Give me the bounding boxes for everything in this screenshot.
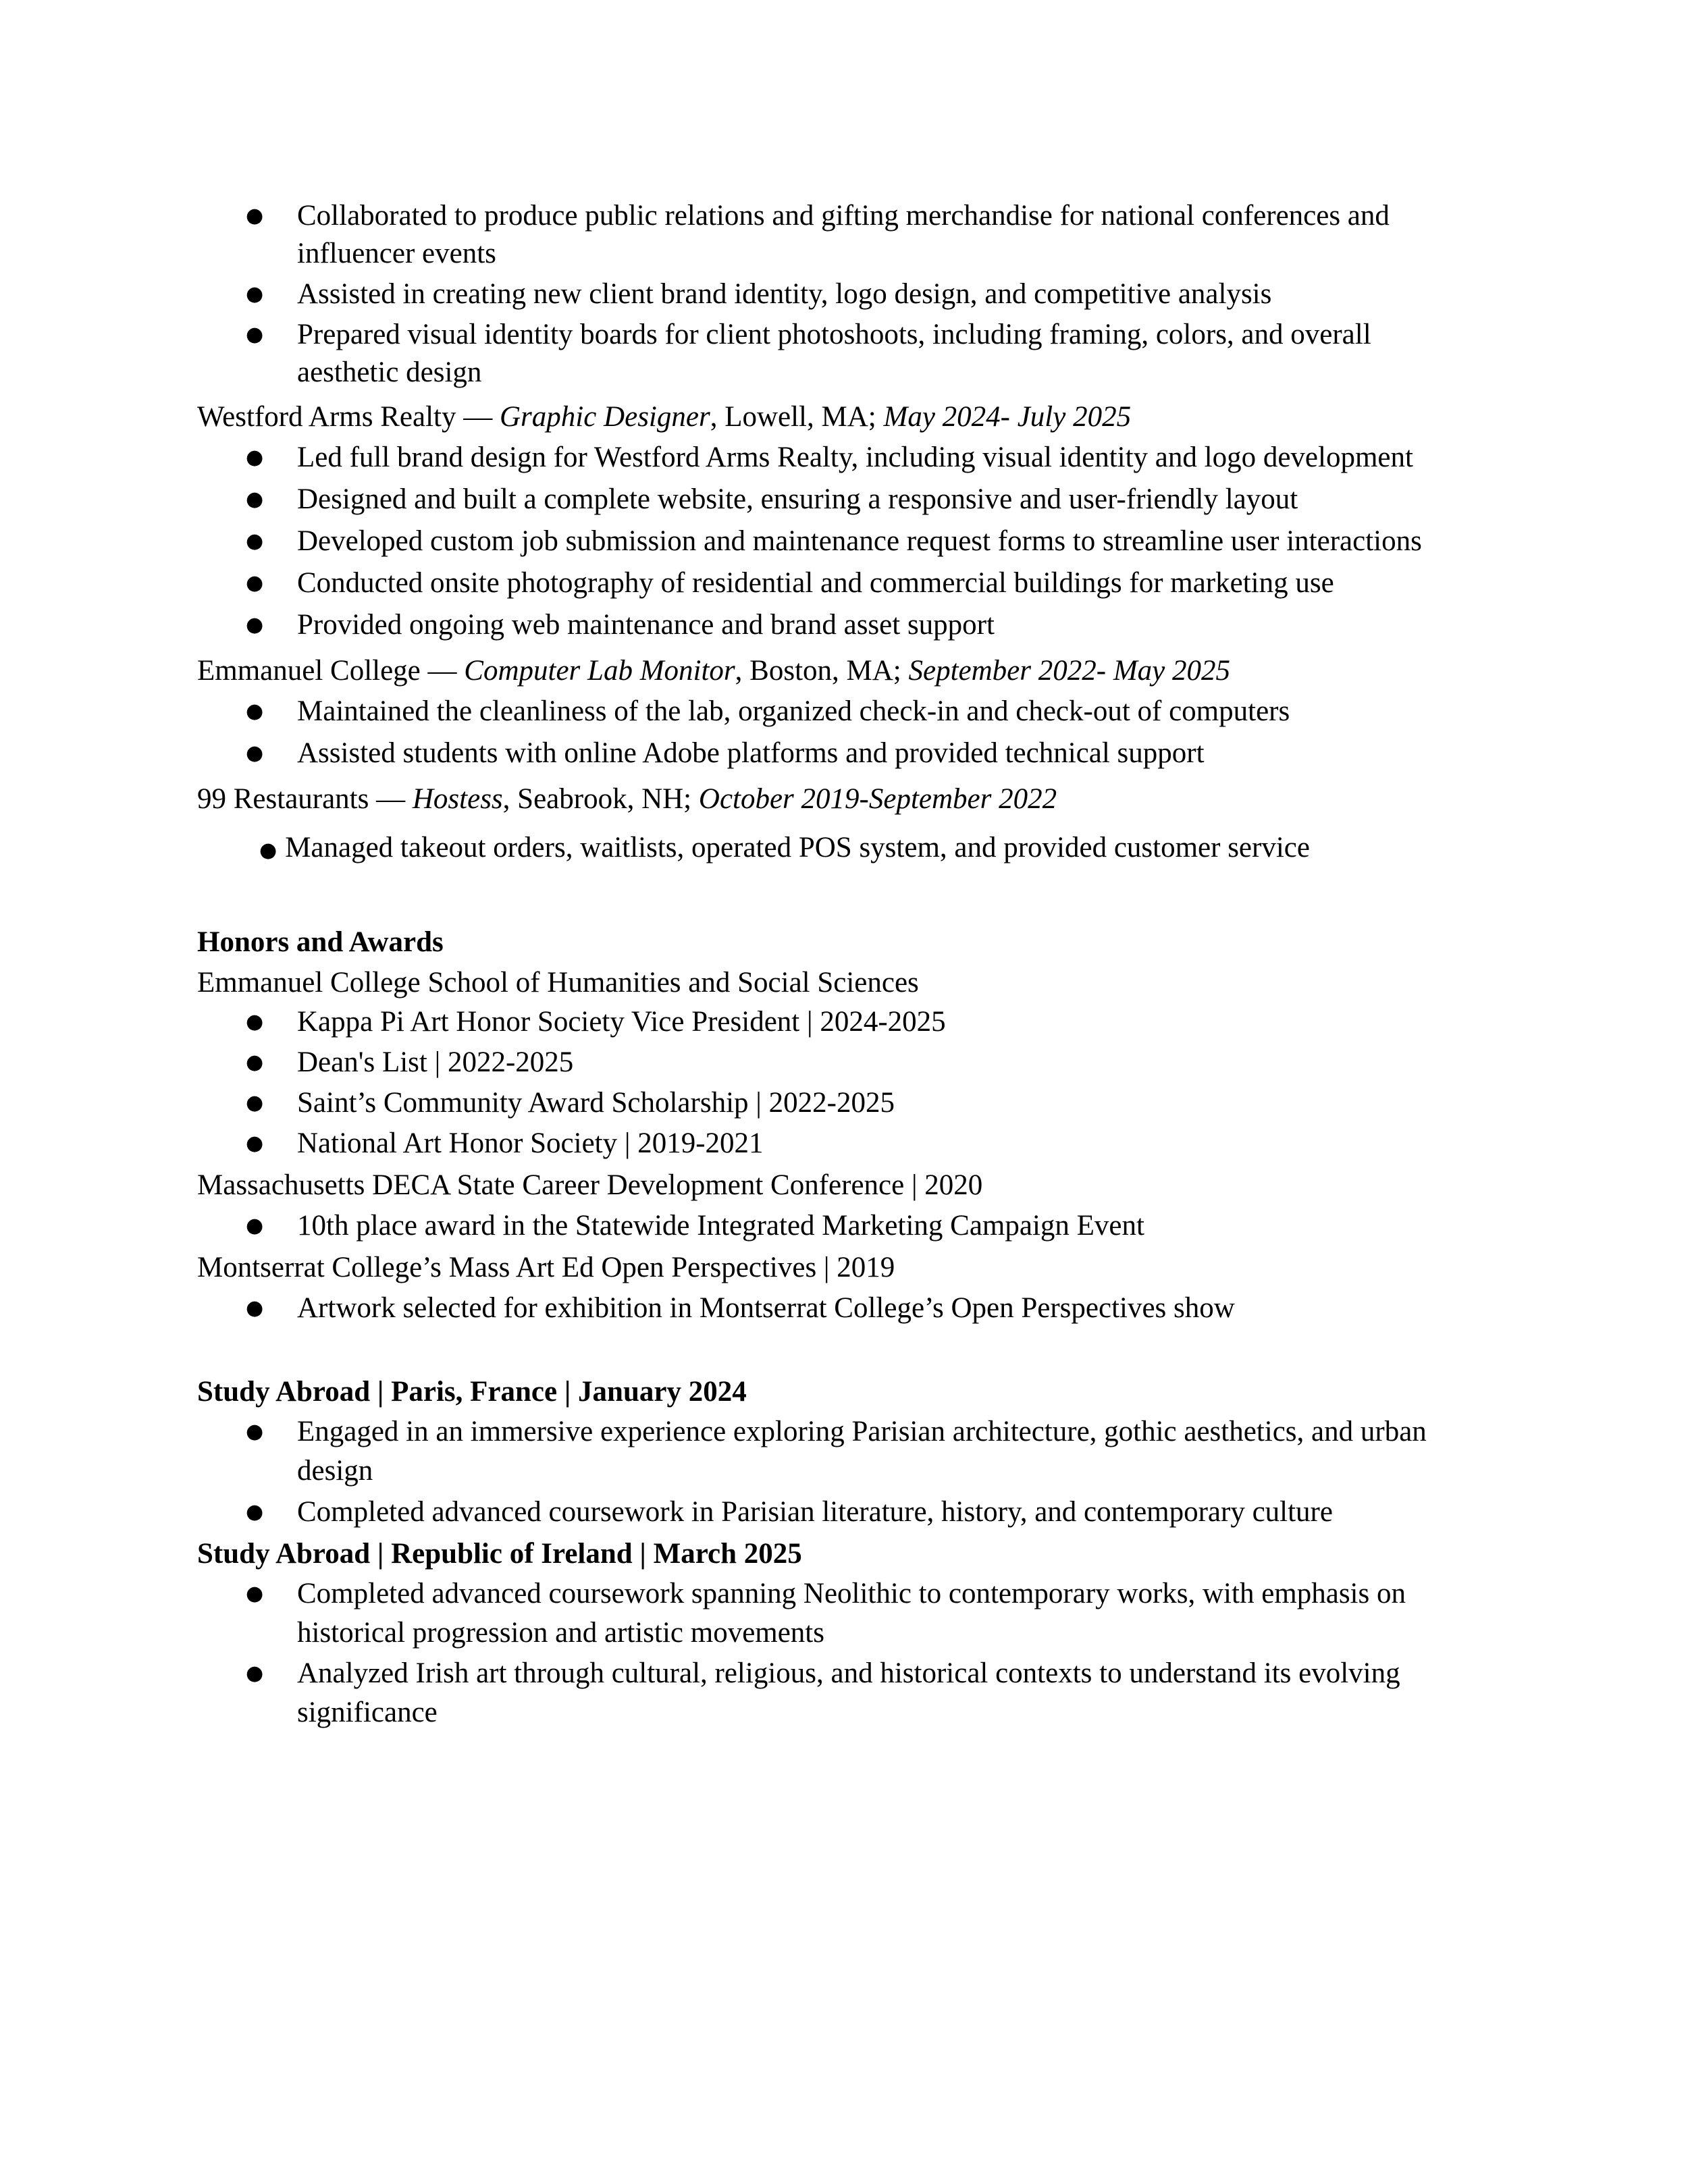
bullet-icon: ● [246, 1214, 264, 1237]
list-item: ● Managed takeout orders, waitlists, operated POS system, and provided customer service [259, 832, 1310, 863]
list-item: ● Artwork selected for exhibition in Montserrat College’s Open Perspectives show [197, 1288, 1494, 1329]
bullet-icon: ● [259, 838, 278, 862]
job-org: Emmanuel College [197, 655, 421, 687]
honor-group-title: Emmanuel College School of Humanities and Social Sciences [197, 967, 919, 998]
bullet-icon: ● [246, 204, 264, 228]
section-heading-study-abroad-ireland: Study Abroad | Republic of Ireland | March 2025 [197, 1538, 802, 1570]
list-item: ● Completed advanced coursework in Parisian literature, history, and contemporary culture [197, 1492, 1494, 1533]
bullet-icon: ● [246, 1582, 264, 1605]
list-item: ● Maintained the cleanliness of the lab, organized check-in and check-out of computers [197, 691, 1494, 732]
job-header: Westford Arms Realty — Graphic Designer, Lowell, MA; May 2024- July 2025 [197, 401, 1132, 433]
list-item: ● Kappa Pi Art Honor Society Vice President | 2024-2025 [197, 1003, 1494, 1041]
job-location: , Boston, MA; [735, 655, 909, 687]
honor-group-title: Montserrat College’s Mass Art Ed Open Perspectives | 2019 [197, 1252, 895, 1283]
bullet-icon: ● [246, 1500, 264, 1524]
honor-list [197, 1288, 1494, 1329]
bullet-icon: ● [246, 1296, 264, 1320]
section-heading-study-abroad-paris: Study Abroad | Paris, France | January 2024 [197, 1376, 747, 1408]
list-item: ● Saint’s Community Award Scholarship | 2022-2025 [197, 1084, 1494, 1122]
bullet-icon: ● [246, 323, 264, 346]
job-title: Graphic Designer [499, 401, 710, 433]
list-item: ● Assisted students with online Adobe platforms and provided technical support [197, 733, 1494, 774]
job-header: Emmanuel College — Computer Lab Monitor, Boston, MA; September 2022- May 2025 [197, 655, 1230, 687]
bullet-icon: ● [246, 1091, 264, 1115]
bullet-icon: ● [246, 571, 264, 595]
list-item: ● Provided ongoing web maintenance and brand asset support [197, 605, 1494, 645]
bullet-icon: ● [246, 699, 264, 723]
bullet-icon: ● [246, 282, 264, 306]
bullet-icon: ● [246, 613, 264, 637]
bullet-icon: ● [246, 1131, 264, 1155]
list-item: ● Prepared visual identity boards for client photoshoots, including framing, colors, and overall aesthetic design [197, 316, 1372, 392]
honor-list [197, 1206, 1494, 1246]
bullet-icon: ● [246, 1420, 264, 1443]
job-location: , Seabrook, NH; [502, 783, 699, 815]
job-dates: May 2024- July 2025 [883, 401, 1132, 433]
study-abroad-list [197, 1574, 1494, 1732]
job-bullet-list [197, 437, 1494, 645]
bullet-icon: ● [246, 1661, 264, 1685]
honor-list [197, 1003, 1494, 1163]
bullet-icon: ● [246, 1050, 264, 1074]
list-item: ● Assisted in creating new client brand identity, logo design, and competitive analysis [197, 275, 1372, 313]
bullet-icon: ● [246, 529, 264, 553]
honor-group-title: Massachusetts DECA State Career Development Conference | 2020 [197, 1169, 983, 1201]
job-header: 99 Restaurants — Hostess, Seabrook, NH; October 2019-September 2022 [197, 783, 1057, 815]
job-org: 99 Restaurants [197, 783, 369, 815]
top-bullet-list [197, 197, 1390, 392]
list-item: ● Designed and built a complete website, ensuring a responsive and user-friendly layout [197, 479, 1494, 520]
bullet-icon: ● [246, 1010, 264, 1034]
list-item: ● Completed advanced coursework spanning Neolithic to contemporary works, with emphasis on historical progression and artistic movements [197, 1574, 1472, 1653]
job-dates: September 2022- May 2025 [908, 655, 1230, 687]
job-location: , Lowell, MA; [710, 401, 884, 433]
list-item: ● Led full brand design for Westford Arms Realty, including visual identity and logo development [197, 437, 1494, 478]
job-title: Hostess [412, 783, 503, 815]
section-heading-honors: Honors and Awards [197, 926, 444, 958]
list-item: ● Conducted onsite photography of residential and commercial buildings for marketing use [197, 563, 1494, 604]
list-item: ● Engaged in an immersive experience exploring Parisian architecture, gothic aesthetics, and urban design [197, 1412, 1485, 1491]
bullet-icon: ● [246, 741, 264, 765]
study-abroad-list [197, 1412, 1494, 1533]
list-item: ● Collaborated to produce public relations and gifting merchandise for national conferences and influencer events [197, 197, 1377, 273]
bullet-icon: ● [246, 487, 264, 511]
job-bullet-list [197, 691, 1494, 774]
list-item: ● National Art Honor Society | 2019-2021 [197, 1125, 1494, 1163]
list-item: ● 10th place award in the Statewide Integrated Marketing Campaign Event [197, 1206, 1494, 1246]
bullet-icon: ● [246, 446, 264, 469]
list-item: ● Analyzed Irish art through cultural, religious, and historical contexts to understand its evolving significance [197, 1654, 1472, 1732]
job-dates: October 2019-September 2022 [698, 783, 1057, 815]
list-item: ● Dean's List | 2022-2025 [197, 1044, 1494, 1082]
list-item: ● Developed custom job submission and maintenance request forms to streamline user interactions [197, 521, 1494, 562]
resume-page [197, 197, 1494, 1734]
job-title: Computer Lab Monitor [464, 655, 735, 687]
job-org: Westford Arms Realty [197, 401, 456, 433]
